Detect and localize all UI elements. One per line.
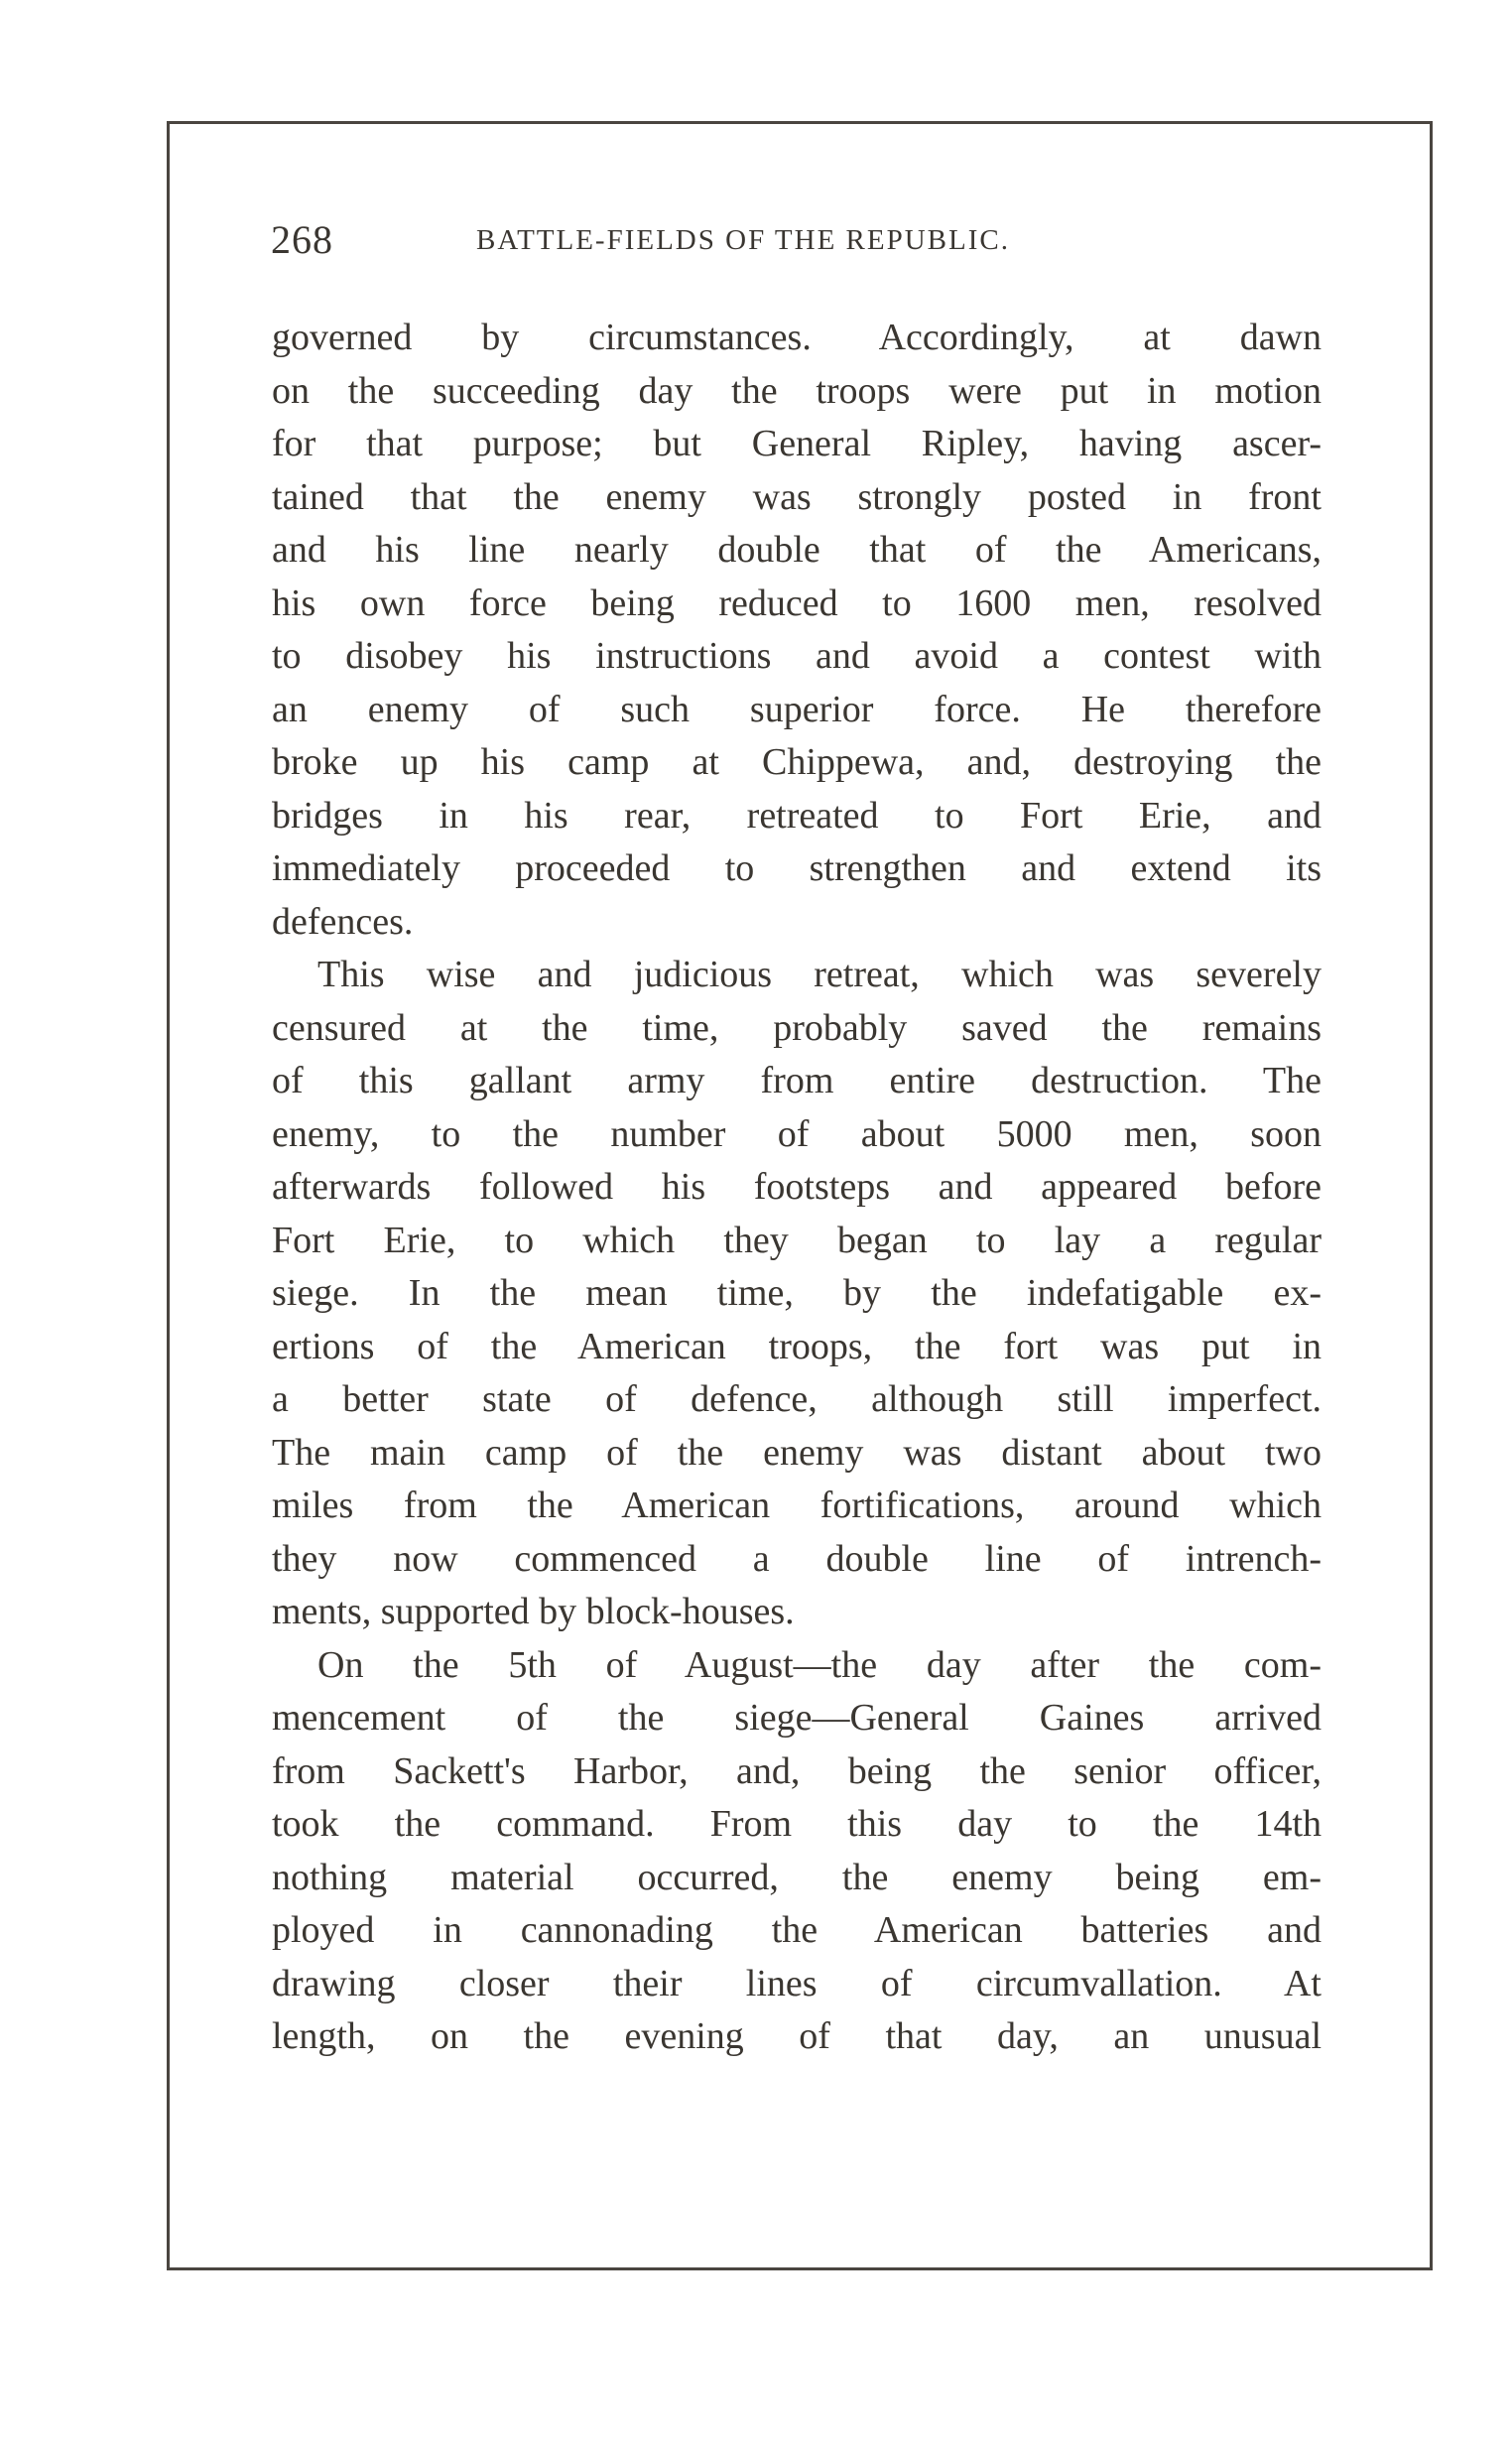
text-line: siege. In the mean time, by the indefatigable ex- [272, 1272, 1322, 1314]
text-line: and his line nearly double that of the Americans, [272, 529, 1322, 571]
text-line: Fort Erie, to which they began to lay a regular [272, 1219, 1322, 1261]
body-text [272, 312, 1322, 2064]
text-line: The main camp of the enemy was distant about two [272, 1431, 1322, 1474]
text-line: broke up his camp at Chippewa, and, destroying the [272, 741, 1322, 783]
text-line: ployed in cannonading the American batteries and [272, 1909, 1322, 1951]
text-line: governed by circumstances. Accordingly, at dawn [272, 317, 1322, 358]
text-line: immediately proceeded to strengthen and extend its [272, 847, 1322, 889]
text-line: afterwards followed his footsteps and appeared before [272, 1166, 1322, 1208]
text-line: length, on the evening of that day, an unusual [272, 2015, 1322, 2057]
text-line: enemy, to the number of about 5000 men, soon [272, 1112, 1322, 1155]
running-title: BATTLE-FIELDS OF THE REPUBLIC. [476, 224, 1010, 256]
text-line: for that purpose; but General Ripley, having ascer- [272, 423, 1322, 464]
text-line: from Sackett's Harbor, and, being the senior officer, [272, 1749, 1322, 1792]
text-line: tained that the enemy was strongly posted in front [272, 475, 1322, 518]
text-line: a better state of defence, although still imperfect. [272, 1378, 1322, 1420]
text-line: bridges in his rear, retreated to Fort Erie, and [272, 794, 1322, 837]
text-line: took the command. From this day to the 14th [272, 1803, 1322, 1845]
text-line: censured at the time, probably saved the remains [272, 1006, 1322, 1049]
text-line: they now commenced a double line of intrench- [272, 1537, 1322, 1580]
text-line: mencement of the siege—General Gaines arrived [272, 1697, 1322, 1739]
text-line: to disobey his instructions and avoid a contest with [272, 635, 1322, 677]
text-line: ments, supported by block-houses. [272, 1591, 795, 1632]
text-line: an enemy of such superior force. He therefore [272, 688, 1322, 730]
text-line: on the succeeding day the troops were put in motion [272, 369, 1322, 412]
page-number: 268 [271, 217, 333, 262]
text-line: drawing closer their lines of circumvallation. At [272, 1962, 1322, 2004]
text-line: his own force being reduced to 1600 men, resolved [272, 581, 1322, 624]
text-line: miles from the American fortifications, around which [272, 1485, 1322, 1526]
text-line: ertions of the American troops, the fort was put in [272, 1325, 1322, 1367]
text-line: defences. [272, 900, 414, 943]
text-line: of this gallant army from entire destruction. The [272, 1060, 1322, 1101]
text-line: nothing material occurred, the enemy being em- [272, 1856, 1322, 1898]
text-line: On the 5th of August—the day after the com- [317, 1643, 1322, 1686]
text-line: This wise and judicious retreat, which was severely [317, 954, 1322, 995]
